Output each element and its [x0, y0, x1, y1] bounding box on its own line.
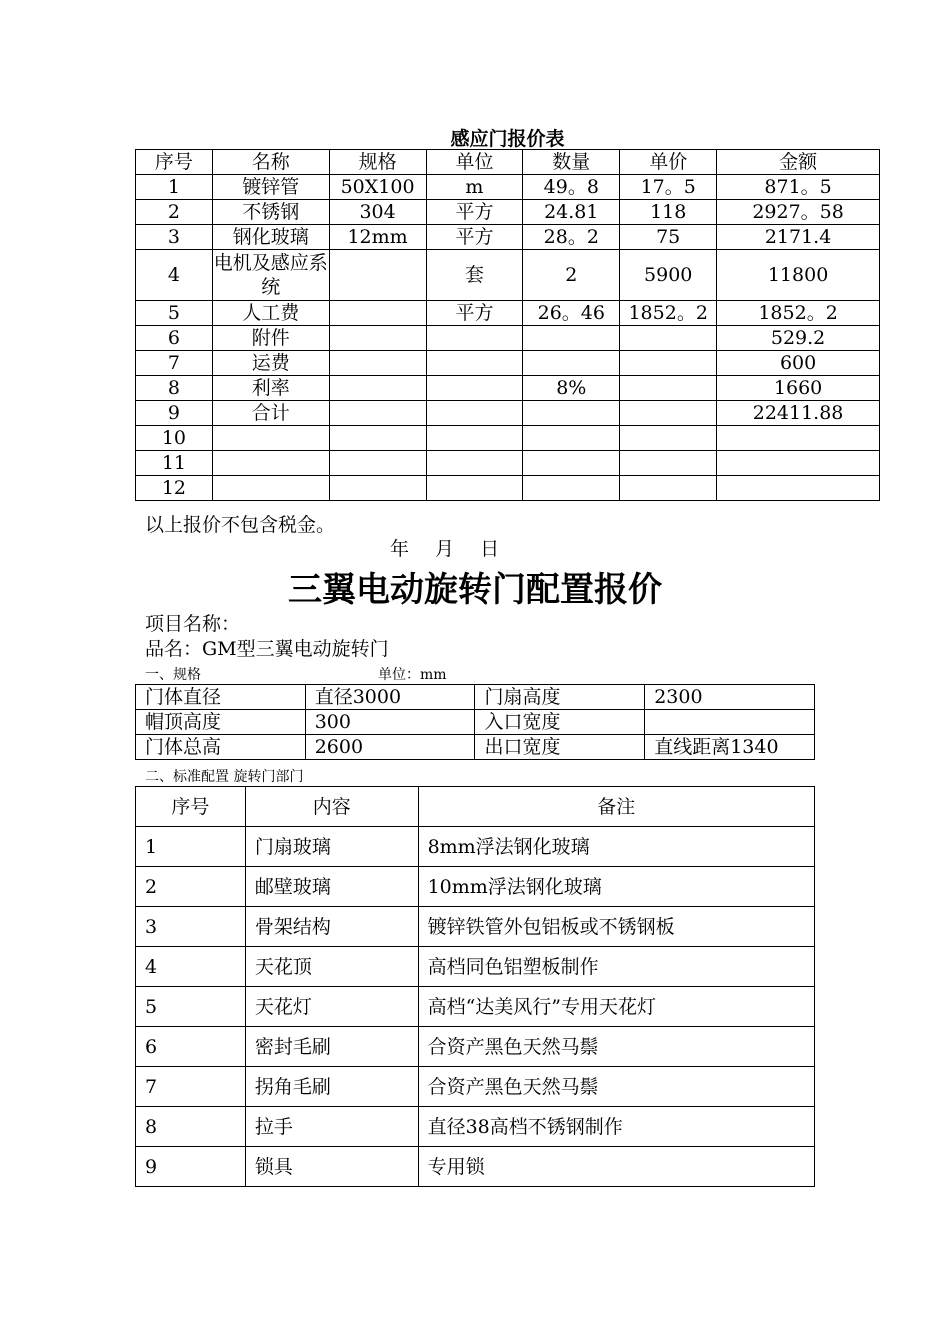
cell-index: 4	[136, 947, 246, 987]
spec-label: 帽顶高度	[136, 710, 306, 735]
cell-name: 附件	[212, 326, 329, 351]
spec-row	[136, 710, 815, 735]
cell-unit-price	[620, 426, 717, 451]
cell-content: 天花灯	[245, 987, 418, 1027]
config-row	[136, 1107, 815, 1147]
cell-spec	[329, 250, 426, 301]
cell-unit-price: 5900	[620, 250, 717, 301]
cell-quantity	[523, 401, 620, 426]
cell-index: 3	[136, 225, 213, 250]
cell-index: 6	[136, 1027, 246, 1067]
cell-remark: 8mm浮法钢化玻璃	[418, 827, 814, 867]
cell-quantity: 8%	[523, 376, 620, 401]
cell-amount: 1660	[717, 376, 880, 401]
cell-spec	[329, 351, 426, 376]
cell-content: 拐角毛刷	[245, 1067, 418, 1107]
cell-unit-price	[620, 401, 717, 426]
cell-index: 12	[136, 476, 213, 501]
section-spec-label: 一、规格	[145, 667, 201, 683]
cell-spec	[329, 451, 426, 476]
cell-index: 9	[136, 401, 213, 426]
header-unit-price: 单价	[620, 150, 717, 175]
cell-index: 7	[136, 1067, 246, 1107]
cell-remark: 合资产黑色天然马鬃	[418, 1027, 814, 1067]
cell-quantity	[523, 451, 620, 476]
cell-spec	[329, 426, 426, 451]
spec-label: 门体总高	[136, 735, 306, 760]
cell-index: 2	[136, 867, 246, 907]
spec-value: 2300	[645, 685, 815, 710]
cell-content: 密封毛刷	[245, 1027, 418, 1067]
header-name: 名称	[212, 150, 329, 175]
cell-name: 利率	[212, 376, 329, 401]
cell-unit	[426, 401, 523, 426]
cell-unit-price	[620, 476, 717, 501]
cell-remark: 高档“达美风行”专用天花灯	[418, 987, 814, 1027]
cell-unit: 平方	[426, 301, 523, 326]
cell-amount: 2927。58	[717, 200, 880, 225]
cell-spec: 50X100	[329, 175, 426, 200]
cell-name	[212, 426, 329, 451]
config-row	[136, 1027, 815, 1067]
cell-unit	[426, 426, 523, 451]
cell-unit: 套	[426, 250, 523, 301]
cell-quantity: 49。8	[523, 175, 620, 200]
header-index: 序号	[136, 150, 213, 175]
table-row	[136, 326, 880, 351]
table-row	[136, 451, 880, 476]
unit-label: 单位：mm	[378, 667, 447, 683]
cell-unit-price: 75	[620, 225, 717, 250]
table-header-row	[136, 150, 880, 175]
cell-spec: 12mm	[329, 225, 426, 250]
project-name-label: 项目名称：	[145, 613, 241, 635]
date-line: 年 月 日	[390, 538, 500, 560]
product-name-line: 品名：GM型三翼电动旋转门	[145, 638, 389, 660]
section-config-label: 二、标准配置 旋转门部门	[145, 769, 304, 785]
revolving-door-quote-title: 三翼电动旋转门配置报价	[288, 570, 662, 610]
cell-name: 合计	[212, 401, 329, 426]
config-row	[136, 1147, 815, 1187]
cell-quantity	[523, 426, 620, 451]
cell-remark: 镀锌铁管外包铝板或不锈钢板	[418, 907, 814, 947]
cell-amount: 529.2	[717, 326, 880, 351]
cell-amount	[717, 426, 880, 451]
cell-name: 不锈钢	[212, 200, 329, 225]
cell-spec: 304	[329, 200, 426, 225]
cell-index: 11	[136, 451, 213, 476]
cell-index: 1	[136, 827, 246, 867]
cell-name: 运费	[212, 351, 329, 376]
cell-quantity	[523, 351, 620, 376]
table-row	[136, 225, 880, 250]
config-row	[136, 867, 815, 907]
cell-content: 锁具	[245, 1147, 418, 1187]
cell-unit: 平方	[426, 200, 523, 225]
cell-name: 钢化玻璃	[212, 225, 329, 250]
table-row	[136, 175, 880, 200]
table-row	[136, 426, 880, 451]
cell-unit	[426, 376, 523, 401]
header-quantity: 数量	[523, 150, 620, 175]
spec-value: 300	[305, 710, 475, 735]
cell-amount	[717, 451, 880, 476]
spec-row	[136, 735, 815, 760]
cell-index: 1	[136, 175, 213, 200]
induction-door-quote-table	[135, 149, 880, 501]
cell-amount: 600	[717, 351, 880, 376]
cell-unit-price: 118	[620, 200, 717, 225]
cell-amount: 11800	[717, 250, 880, 301]
config-row	[136, 1067, 815, 1107]
table-row	[136, 351, 880, 376]
cell-remark: 专用锁	[418, 1147, 814, 1187]
header-remark: 备注	[418, 787, 814, 827]
cell-index: 6	[136, 326, 213, 351]
quote-table-title: 感应门报价表	[450, 128, 565, 150]
cell-name: 镀锌管	[212, 175, 329, 200]
cell-spec	[329, 301, 426, 326]
spec-label: 门扇高度	[475, 685, 645, 710]
cell-unit-price	[620, 351, 717, 376]
cell-spec	[329, 326, 426, 351]
cell-index: 10	[136, 426, 213, 451]
cell-amount: 871。5	[717, 175, 880, 200]
cell-quantity: 26。46	[523, 301, 620, 326]
cell-unit	[426, 326, 523, 351]
cell-spec	[329, 401, 426, 426]
cell-content: 门扇玻璃	[245, 827, 418, 867]
table-row	[136, 250, 880, 301]
header-amount: 金额	[717, 150, 880, 175]
config-row	[136, 987, 815, 1027]
cell-content: 拉手	[245, 1107, 418, 1147]
cell-index: 9	[136, 1147, 246, 1187]
cell-unit-price: 17。5	[620, 175, 717, 200]
spec-value: 2600	[305, 735, 475, 760]
cell-name	[212, 476, 329, 501]
cell-name: 电机及感应系统	[212, 250, 329, 301]
spec-row	[136, 685, 815, 710]
spec-label: 出口宽度	[475, 735, 645, 760]
table-row	[136, 376, 880, 401]
cell-unit	[426, 476, 523, 501]
table-row	[136, 200, 880, 225]
header-index: 序号	[136, 787, 246, 827]
cell-content: 天花顶	[245, 947, 418, 987]
cell-amount: 1852。2	[717, 301, 880, 326]
config-row	[136, 947, 815, 987]
header-spec: 规格	[329, 150, 426, 175]
cell-spec	[329, 376, 426, 401]
cell-unit	[426, 351, 523, 376]
cell-quantity	[523, 476, 620, 501]
spec-value	[645, 710, 815, 735]
cell-index: 8	[136, 376, 213, 401]
cell-remark: 10mm浮法钢化玻璃	[418, 867, 814, 907]
cell-content: 骨架结构	[245, 907, 418, 947]
cell-index: 3	[136, 907, 246, 947]
cell-name: 人工费	[212, 301, 329, 326]
cell-unit-price	[620, 326, 717, 351]
table-row	[136, 301, 880, 326]
spec-value: 直径3000	[305, 685, 475, 710]
cell-index: 5	[136, 301, 213, 326]
cell-remark: 直径38高档不锈钢制作	[418, 1107, 814, 1147]
cell-quantity: 24.81	[523, 200, 620, 225]
config-row	[136, 827, 815, 867]
cell-unit-price	[620, 376, 717, 401]
cell-unit: 平方	[426, 225, 523, 250]
cell-quantity: 2	[523, 250, 620, 301]
cell-content: 邮壁玻璃	[245, 867, 418, 907]
spec-value: 直线距离1340	[645, 735, 815, 760]
cell-index: 2	[136, 200, 213, 225]
cell-unit-price	[620, 451, 717, 476]
cell-amount	[717, 476, 880, 501]
spec-table	[135, 684, 815, 760]
cell-unit	[426, 451, 523, 476]
cell-index: 5	[136, 987, 246, 1027]
table-row	[136, 401, 880, 426]
cell-unit: m	[426, 175, 523, 200]
table-row	[136, 476, 880, 501]
standard-config-table	[135, 786, 815, 1187]
cell-quantity: 28。2	[523, 225, 620, 250]
cell-remark: 高档同色铝塑板制作	[418, 947, 814, 987]
config-header-row	[136, 787, 815, 827]
tax-note: 以上报价不包含税金。	[145, 514, 336, 536]
spec-label: 门体直径	[136, 685, 306, 710]
cell-remark: 合资产黑色天然马鬃	[418, 1067, 814, 1107]
cell-amount: 22411.88	[717, 401, 880, 426]
spec-label: 入口宽度	[475, 710, 645, 735]
cell-amount: 2171.4	[717, 225, 880, 250]
cell-spec	[329, 476, 426, 501]
header-content: 内容	[245, 787, 418, 827]
cell-index: 4	[136, 250, 213, 301]
cell-unit-price: 1852。2	[620, 301, 717, 326]
cell-quantity	[523, 326, 620, 351]
cell-index: 7	[136, 351, 213, 376]
header-unit: 单位	[426, 150, 523, 175]
config-row	[136, 907, 815, 947]
cell-index: 8	[136, 1107, 246, 1147]
cell-name	[212, 451, 329, 476]
